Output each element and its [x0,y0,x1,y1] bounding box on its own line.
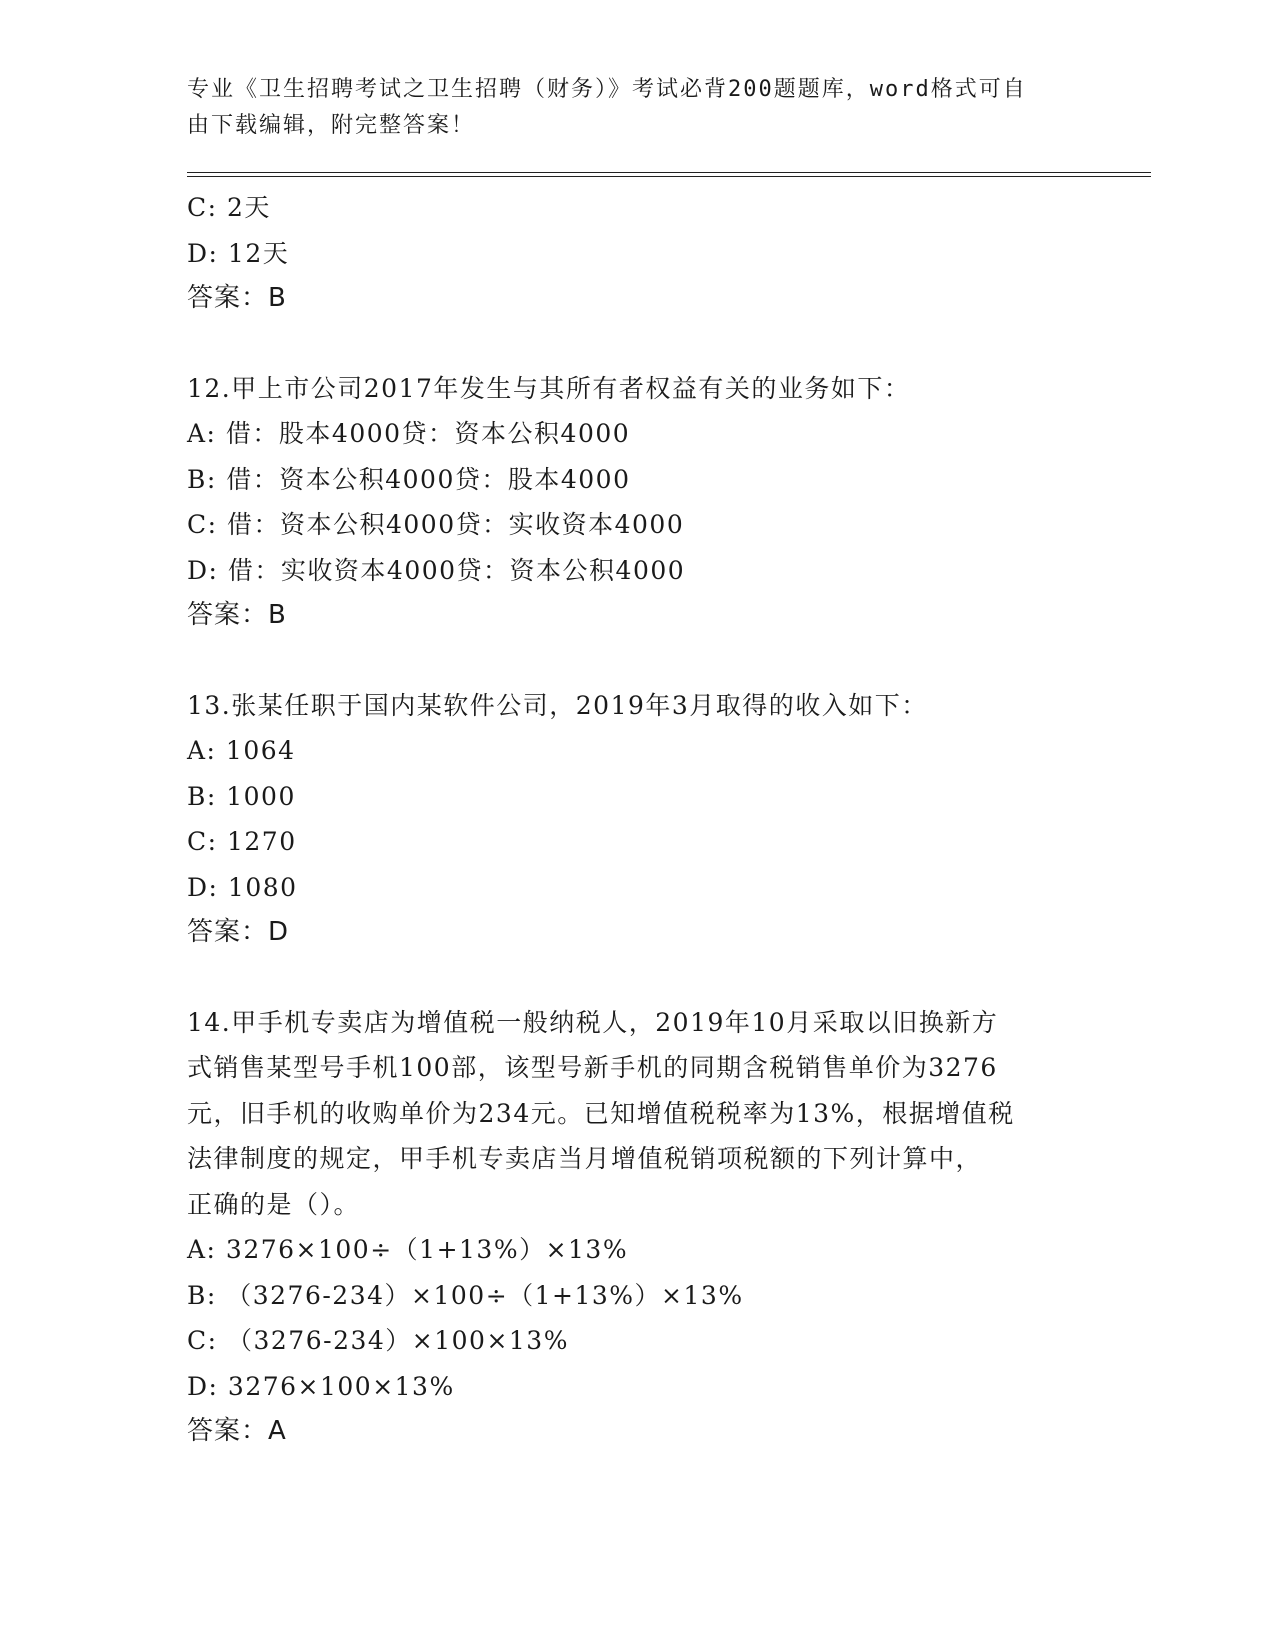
option: C: （3276-234）×100×13% [187,1326,569,1355]
answer: 答案：B [187,600,287,630]
question-text: 13.张某任职于国内某软件公司，2019年3月取得的收入如下： [187,690,928,720]
option: C: 1270 [187,827,297,856]
answer: 答案：A [187,1416,287,1446]
question-block [187,366,1147,639]
question-block [187,683,1147,956]
option: A: 3276×100÷（1+13%）×13% [187,1235,629,1264]
document-page [187,72,1147,1455]
option: C: 2天 [187,193,271,222]
question-text: 法律制度的规定，甲手机专卖店当月增值税销项税额的下列计算中， [187,1144,983,1173]
question-text: 14.甲手机专卖店为增值税一般纳税人，2019年10月采取以旧换新方 [187,1007,999,1037]
question-text: 12.甲上市公司2017年发生与其所有者权益有关的业务如下： [187,373,911,403]
option: D: 3276×100×13% [187,1371,455,1401]
question-block [187,185,1147,322]
option: B: （3276-234）×100÷（1+13%）×13% [187,1280,744,1310]
question-text: 正确的是（）。 [187,1189,361,1219]
option: A: 1064 [187,736,296,765]
option: D: 借：实收资本4000贷：资本公积4000 [187,555,686,585]
option: B: 借：资本公积4000贷：股本4000 [187,464,631,494]
header-line-1: 专业《卫生招聘考试之卫生招聘（财务）》考试必背200题题库，word格式可自 [187,77,1027,102]
option: D: 1080 [187,872,298,902]
question-list [187,185,1147,1455]
header-line-2: 由下载编辑，附完整答案！ [187,113,476,138]
document-header [187,72,1067,144]
answer: 答案：D [187,917,290,947]
answer: 答案：B [187,283,287,313]
option: C: 借：资本公积4000贷：实收资本4000 [187,510,685,539]
option: A: 借：股本4000贷：资本公积4000 [187,419,631,448]
option: B: 1000 [187,781,296,811]
header-divider [187,172,1151,177]
question-text: 元，旧手机的收购单价为234元。已知增值税税率为13%，根据增值税 [187,1098,1015,1128]
question-text: 式销售某型号手机100部，该型号新手机的同期含税销售单价为3276 [187,1053,998,1082]
option: D: 12天 [187,238,290,268]
question-block [187,1000,1147,1455]
